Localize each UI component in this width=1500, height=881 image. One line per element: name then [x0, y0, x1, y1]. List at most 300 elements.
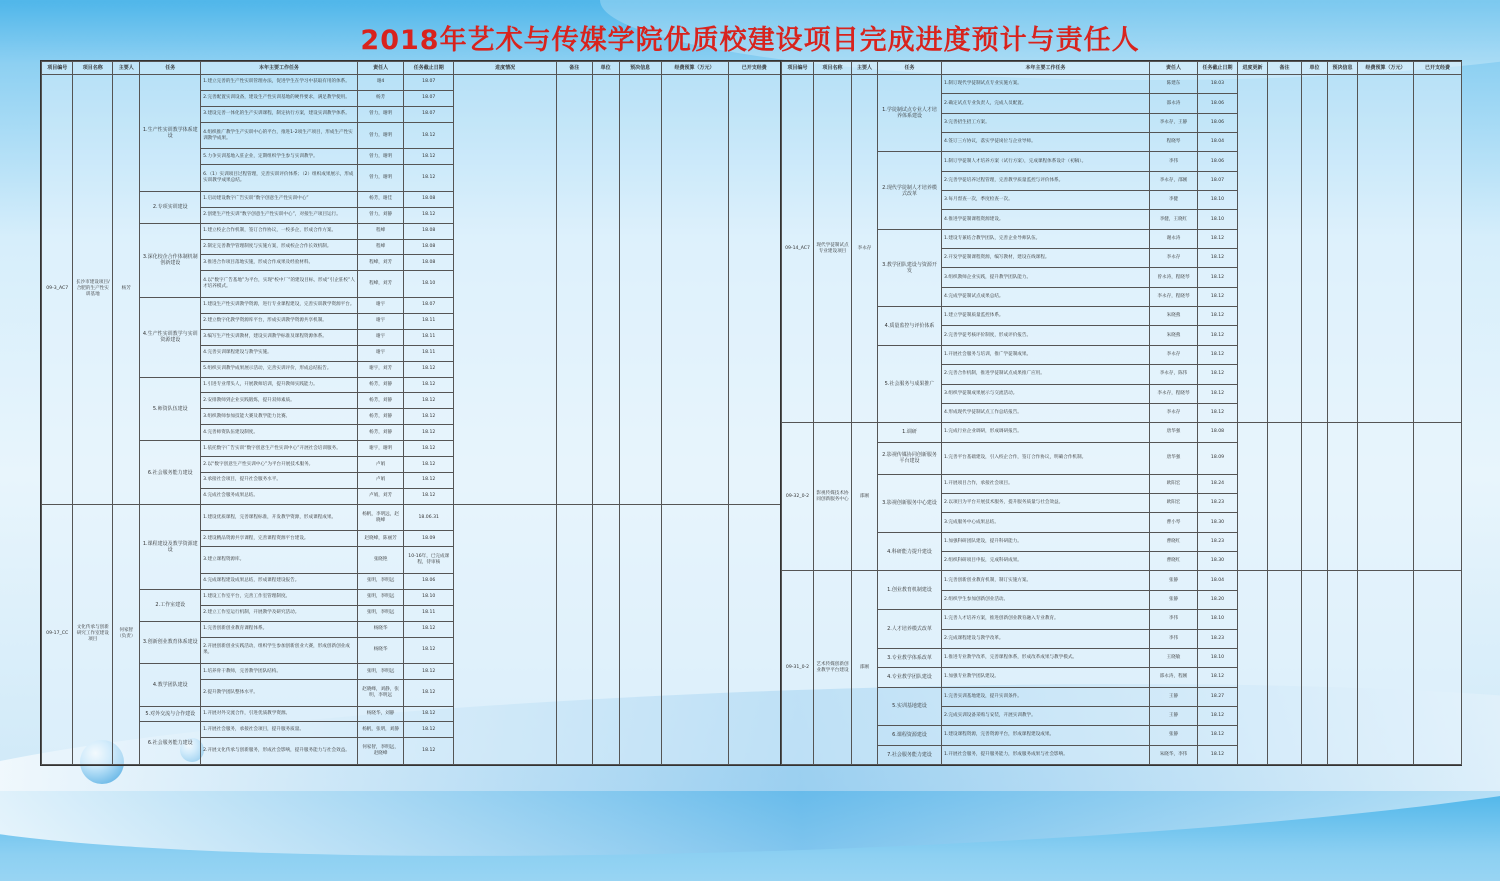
- task-owner: 张明，李明远: [358, 589, 404, 605]
- task-description: 1.建设生产性实训教学资源，进行专业课程建设，完善实训教学资源平台。: [201, 297, 358, 313]
- task-deadline: 18.12: [1198, 668, 1238, 687]
- task-owner: 卢娟: [358, 473, 404, 489]
- remarks-cell: [1268, 75, 1302, 423]
- task-deadline: 18.09: [404, 531, 454, 547]
- task-deadline: 18.10: [1198, 610, 1238, 629]
- project-code: 09-3_AC7: [42, 75, 73, 505]
- task-description: 1.建立校企合作机制，签订合作协议，一校多企，形成合作方案。: [201, 223, 358, 239]
- column-header: 本年主要工作任务: [942, 62, 1150, 75]
- task-description: 1.完善实训基地建设，提升实训条件。: [942, 687, 1150, 706]
- task-deadline: 18.11: [404, 329, 454, 345]
- task-description: 4.完善师资队伍建设制度。: [201, 425, 358, 441]
- budget-cell: [661, 504, 728, 764]
- task-deadline: 18.12: [404, 122, 454, 149]
- budget-info-cell: [1328, 75, 1358, 423]
- column-header: 经费预算（万元）: [1358, 62, 1414, 75]
- task-deadline: 18.11: [404, 345, 454, 361]
- budget-info-cell: [619, 504, 661, 764]
- column-header: 任务: [140, 62, 201, 75]
- task-deadline: 18.12: [1198, 745, 1238, 764]
- subtask-name: 1.生产性实训教学体系建设: [140, 75, 201, 192]
- task-deadline: 18.12: [404, 165, 454, 192]
- task-owner: 朱晓燕: [1150, 326, 1198, 345]
- task-description: 6.（1）实训项目过程管理，完善实训评价体系；（2）组织成果展示，形成实训教学成果总结。: [201, 165, 358, 192]
- task-deadline: 18.12: [404, 149, 454, 165]
- task-description: 2.完善学徒培养过程管理，完善教学质量监控与评价体系。: [942, 171, 1150, 190]
- task-description: 1.建设工作室平台，完善工作室管理制度。: [201, 589, 358, 605]
- task-owner: 程峰，刘芳: [358, 271, 404, 298]
- budget-info-cell: [1328, 423, 1358, 571]
- task-description: 2.制定完善教学管理制度与实施方案，形成校企合作长效机制。: [201, 239, 358, 255]
- task-description: 1.建立学徒制质量监控体系。: [942, 307, 1150, 326]
- task-deadline: 18.07: [1198, 171, 1238, 190]
- task-description: 3.推进合作项目落地实施，形成合作成果及经验材料。: [201, 255, 358, 271]
- task-deadline: 18.10: [1198, 210, 1238, 229]
- task-deadline: 18.12: [404, 738, 454, 765]
- task-deadline: 18.12: [404, 409, 454, 425]
- task-owner: 杨晓华: [358, 637, 404, 664]
- task-deadline: 18.10: [404, 589, 454, 605]
- task-description: 1.完善平台基础建设，引入校企合作，签订合作协议，明确合作机制。: [942, 442, 1150, 474]
- unit-cell: [1302, 571, 1328, 765]
- column-header: 项目编号: [42, 62, 73, 75]
- task-description: 4.完成学徒制试点成果总结。: [942, 287, 1150, 306]
- task-deadline: 18.12: [1198, 229, 1238, 248]
- task-owner: 程峰: [358, 239, 404, 255]
- task-owner: 杨帆，李明远，赵晓峰: [358, 504, 404, 531]
- task-deadline: 18.23: [1198, 494, 1238, 513]
- task-deadline: 18.04: [1198, 571, 1238, 590]
- project-code: 09-31_0-2: [782, 571, 814, 765]
- column-header: 责任人: [358, 62, 404, 75]
- subtask-name: 4.质量监控与评价体系: [878, 307, 942, 346]
- budget-info-cell: [1328, 571, 1358, 765]
- task-owner: 谢宇，刘芳: [358, 361, 404, 377]
- task-owner: 王静: [1150, 687, 1198, 706]
- budget-cell: [1358, 423, 1414, 571]
- task-owner: 卢娟: [358, 457, 404, 473]
- progress-cell: [1238, 571, 1268, 765]
- task-description: 1.依托数字广告实训“数字创意生产性实训中心”开展社会培训服务。: [201, 441, 358, 457]
- task-deadline: 18.12: [1198, 726, 1238, 745]
- task-description: 3.建立课程资源库。: [201, 547, 358, 574]
- progress-cell: [1238, 423, 1268, 571]
- task-owner: 曹小琴: [1150, 513, 1198, 532]
- task-description: 2.提升教学团队整体水平。: [201, 680, 358, 707]
- task-owner: 杨晓华: [358, 621, 404, 637]
- task-description: 1.开展社会服务与培训，推广学徒制成果。: [942, 345, 1150, 364]
- task-description: 1.开展项目合作，承接社会项目。: [942, 474, 1150, 493]
- task-owner: 曹晓红: [1150, 532, 1198, 551]
- task-description: 4.组织推广教学生产实训中心的平台，推进1-2项生产项目，形成生产性实训教学成果。: [201, 122, 358, 149]
- spent-cell: [1414, 423, 1462, 571]
- project-code: 09-32_0-2: [782, 423, 814, 571]
- subtask-name: 1.调研: [878, 423, 942, 442]
- task-owner: 杨芳，刘静: [358, 425, 404, 441]
- task-owner: 曾永涛，程晓琴: [1150, 268, 1198, 287]
- task-description: 1.完成行业企业调研，形成调研报告。: [942, 423, 1150, 442]
- task-deadline: 18.24: [1198, 474, 1238, 493]
- table-row: [42, 75, 781, 91]
- task-owner: 赵晓峰，刘静，张明，李明远: [358, 680, 404, 707]
- task-owner: 谢宇，谢明: [358, 441, 404, 457]
- column-header: 单位: [1302, 62, 1328, 75]
- subtask-name: 6.社会服务能力建设: [140, 441, 201, 505]
- task-description: 2.以项目为平台开展技术服务，提升服务质量与社会效益。: [942, 494, 1150, 513]
- task-owner: 杨芳，刘静: [358, 377, 404, 393]
- column-header: 进度更新: [1238, 62, 1268, 75]
- subtask-name: 1.创业教育机制建设: [878, 571, 942, 610]
- task-description: 1.完善创新创业教育机制，制订实施方案。: [942, 571, 1150, 590]
- task-deadline: 18.10: [1198, 648, 1238, 667]
- right-progress-table: [781, 61, 1462, 765]
- subtask-name: 3.深化校企合作体制机制创新建设: [140, 223, 201, 297]
- task-description: 1.建设优质课程，完善课程标准，开发教学资源，形成课程成果。: [201, 504, 358, 531]
- spent-cell: [1414, 571, 1462, 765]
- task-deadline: 18.12: [404, 706, 454, 722]
- task-owner: 李伟: [1150, 152, 1198, 171]
- left-table-container: [40, 60, 782, 766]
- project-name: 影视传媒技术协同创新服务中心: [814, 423, 852, 571]
- subtask-name: 2.专项实训建设: [140, 191, 201, 223]
- task-description: 3.承接社会项目，提升社会服务水平。: [201, 473, 358, 489]
- task-description: 3.完善招生招工方案。: [942, 113, 1150, 132]
- budget-cell: [661, 75, 728, 505]
- task-owner: 李永存: [1150, 345, 1198, 364]
- task-deadline: 18.09: [1198, 442, 1238, 474]
- task-owner: 李伟: [1150, 610, 1198, 629]
- right-table-container: [780, 60, 1462, 766]
- remarks-cell: [1268, 423, 1302, 571]
- task-owner: 谢宇: [358, 313, 404, 329]
- task-deadline: 18.06: [404, 573, 454, 589]
- task-deadline: 18.12: [1198, 307, 1238, 326]
- task-description: 4.推进学徒制课程资源建设。: [942, 210, 1150, 229]
- column-header: 任务截止日期: [1198, 62, 1238, 75]
- task-deadline: 18.07: [404, 75, 454, 91]
- task-deadline: 18.10: [1198, 191, 1238, 210]
- task-deadline: 18.12: [404, 680, 454, 707]
- column-header: 预决信息: [619, 62, 661, 75]
- task-deadline: 18.12: [404, 393, 454, 409]
- subtask-name: 4.教学团队建设: [140, 664, 201, 706]
- column-header: 项目编号: [782, 62, 814, 75]
- task-owner: 杨芳，刘静: [358, 409, 404, 425]
- task-owner: 杨芳，刘静: [358, 393, 404, 409]
- project-name: 文化传承与创新研究工作室建设项目: [73, 504, 113, 764]
- subtask-name: 2.工作室建设: [140, 589, 201, 621]
- subtask-name: 3.教学团队建设与资源开发: [878, 229, 942, 306]
- task-description: 1.建立完善的生产性实训管理办法，促进学生在学习中获取有用的体系。: [201, 75, 358, 91]
- task-deadline: 18.08: [404, 255, 454, 271]
- task-deadline: 18.07: [404, 297, 454, 313]
- task-owner: 谢宇: [358, 297, 404, 313]
- task-owner: 邵永涛，程刚: [1150, 668, 1198, 687]
- task-deadline: 18.12: [404, 377, 454, 393]
- task-description: 2.组织科研项目申报，完成科研成果。: [942, 552, 1150, 571]
- task-deadline: 18.07: [404, 90, 454, 106]
- task-description: 2.完善合作机制，推进学徒制试点成果推广应用。: [942, 365, 1150, 384]
- task-owner: 杨芳，谢佳: [358, 191, 404, 207]
- task-deadline: 18.12: [1198, 268, 1238, 287]
- task-description: 4.以“数字广告基地”为平台，实现“校中厂”的建设目标，形成“引企驻校”人才培养模式。: [201, 271, 358, 298]
- task-deadline: 18.12: [1198, 403, 1238, 422]
- progress-cell: [454, 75, 557, 505]
- task-description: 2.开展文化传承与创新服务，形成社会影响，提升服务能力与社会效益。: [201, 738, 358, 765]
- subtask-name: 2.人才培养模式改革: [878, 610, 942, 649]
- task-deadline: 18.12: [404, 621, 454, 637]
- column-header: 本年主要工作任务: [201, 62, 358, 75]
- task-owner: 谢4: [358, 75, 404, 91]
- task-owner: 杨芳: [358, 90, 404, 106]
- task-description: 3.组织教师参加技能大赛及教学能力比赛。: [201, 409, 358, 425]
- task-description: 2.创建生产性实训“数字创意生产性实训中心”，对接生产项目运行。: [201, 207, 358, 223]
- task-deadline: 18.12: [1198, 287, 1238, 306]
- task-description: 3.组织学徒制成果展示与交流活动。: [942, 384, 1150, 403]
- task-description: 4.完善实训课程建设与教学实施。: [201, 345, 358, 361]
- project-lead: 李永存: [852, 75, 878, 423]
- subtask-name: 7.社会服务能力建设: [878, 745, 942, 764]
- task-owner: 李永存，王静: [1150, 113, 1198, 132]
- remarks-cell: [1268, 571, 1302, 765]
- left-progress-table: [41, 61, 781, 765]
- task-owner: 赵晓峰，陈丽芳: [358, 531, 404, 547]
- task-description: 1.引进专业带头人，开展教师培训，提升教师实践能力。: [201, 377, 358, 393]
- subtask-name: 3.创新创业教育体系建设: [140, 621, 201, 663]
- task-deadline: 18.12: [404, 207, 454, 223]
- task-description: 4.签订三方协议，落实学徒岗位与企业导师。: [942, 133, 1150, 152]
- task-owner: 李健: [1150, 191, 1198, 210]
- table-row: [782, 423, 1462, 442]
- task-owner: 陈建东: [1150, 75, 1198, 94]
- task-deadline: 18.30: [1198, 513, 1238, 532]
- task-owner: 谢永涛: [1150, 229, 1198, 248]
- task-owner: 李永存，程晓琴: [1150, 287, 1198, 306]
- subtask-name: 2.现代学徒制人才培养模式改革: [878, 152, 942, 229]
- task-owner: 李永存，邵刚: [1150, 171, 1198, 190]
- task-description: 3.组织教师企业实践，提升教学团队能力。: [942, 268, 1150, 287]
- task-deadline: 18.20: [1198, 590, 1238, 609]
- task-owner: 程峰: [358, 223, 404, 239]
- task-owner: 曾力，谢明: [358, 149, 404, 165]
- project-name: 艺术传媒创新创业教学平台建设: [814, 571, 852, 765]
- spent-cell: [728, 504, 780, 764]
- column-header: 进度情况: [454, 62, 557, 75]
- task-owner: 曹晓红: [1150, 552, 1198, 571]
- project-name: 长沙市建设项目/合肥的生产性实训基地: [73, 75, 113, 505]
- task-description: 3.建设完善一体化的生产实训课程，制定执行方案，建设实训教学体系。: [201, 106, 358, 122]
- task-description: 2.完成课程建设与教学改革。: [942, 629, 1150, 648]
- task-deadline: 18.04: [1198, 133, 1238, 152]
- project-name: 现代学徒制试点专业建设项目: [814, 75, 852, 423]
- task-owner: 曾力，谢明: [358, 122, 404, 149]
- project-code: 09-17_CC: [42, 504, 73, 764]
- task-owner: 程峰，刘芳: [358, 255, 404, 271]
- task-description: 1.开展社会服务，承接社会项目，提升服务质量。: [201, 722, 358, 738]
- task-deadline: 18.12: [1198, 706, 1238, 725]
- task-deadline: 18.23: [1198, 629, 1238, 648]
- spent-cell: [1414, 75, 1462, 423]
- task-deadline: 18.12: [404, 361, 454, 377]
- task-description: 5.力争实训基地入驻企业，定期组织学生参与实训教学。: [201, 149, 358, 165]
- task-owner: 张明，李明远: [358, 573, 404, 589]
- task-owner: 唐华强: [1150, 423, 1198, 442]
- task-deadline: 18.12: [404, 637, 454, 664]
- task-deadline: 18.08: [404, 239, 454, 255]
- budget-info-cell: [619, 75, 661, 505]
- subtask-name: 5.师资队伍建设: [140, 377, 201, 441]
- task-owner: 张静: [1150, 726, 1198, 745]
- task-owner: 程晓琴: [1150, 133, 1198, 152]
- subtask-name: 5.社会服务与成果推广: [878, 345, 942, 422]
- task-deadline: 18.03: [1198, 75, 1238, 94]
- task-description: 2.开展创新创业实践活动，组织学生参加创新创业大赛，形成创新创业成果。: [201, 637, 358, 664]
- remarks-cell: [556, 504, 592, 764]
- table-row: [782, 571, 1462, 590]
- subtask-name: 4.专业教学团队建设: [878, 668, 942, 687]
- task-deadline: 18.12: [1198, 345, 1238, 364]
- budget-cell: [1358, 571, 1414, 765]
- column-header: 任务截止日期: [404, 62, 454, 75]
- task-deadline: 18.12: [404, 457, 454, 473]
- subtask-name: 6.课程资源建设: [878, 726, 942, 745]
- task-deadline: 18.23: [1198, 532, 1238, 551]
- task-description: 3.每月督查一次，季度检查一次。: [942, 191, 1150, 210]
- task-owner: 杨帆，张明，刘静: [358, 722, 404, 738]
- task-deadline: 18.11: [404, 313, 454, 329]
- subtask-name: 5.实训基地建设: [878, 687, 942, 726]
- budget-cell: [1358, 75, 1414, 423]
- task-description: 2.建设精品资源共享课程，完善课程资源平台建设。: [201, 531, 358, 547]
- subtask-name: 3.专业教学体系改革: [878, 648, 942, 667]
- column-header: 经费预算（万元）: [661, 62, 728, 75]
- task-description: 4.完成课程建设成果总结，形成课程建设报告。: [201, 573, 358, 589]
- task-deadline: 18.06: [1198, 152, 1238, 171]
- task-description: 1.完善人才培养方案，推进创新创业教育融入专业教育。: [942, 610, 1150, 629]
- column-header: 责任人: [1150, 62, 1198, 75]
- project-lead: 邵刚: [852, 571, 878, 765]
- subtask-name: 4.科研能力提升建设: [878, 532, 942, 571]
- task-description: 5.组织实训教学成果展示活动，完善实训评价，形成总结报告。: [201, 361, 358, 377]
- unit-cell: [1302, 423, 1328, 571]
- task-owner: 张静: [1150, 571, 1198, 590]
- task-deadline: 18.06.31: [404, 504, 454, 531]
- task-description: 1.开展对外交流合作，引进优质教学资源。: [201, 706, 358, 722]
- column-header: 主要人: [113, 62, 140, 75]
- remarks-cell: [556, 75, 592, 505]
- column-header: 项目名称: [814, 62, 852, 75]
- task-description: 1.培养骨干教师，完善教学团队结构。: [201, 664, 358, 680]
- page-title: 2018年艺术与传媒学院优质校建设项目完成进度预计与责任人: [360, 25, 1140, 56]
- task-owner: 朱晓华，李伟: [1150, 745, 1198, 764]
- subtask-name: 2.影视传媒协同创新服务平台建设: [878, 442, 942, 474]
- task-owner: 谢宇: [358, 345, 404, 361]
- task-description: 1.建设课程资源，完善资源平台，形成课程建设成果。: [942, 726, 1150, 745]
- task-description: 4.形成现代学徒制试点工作总结报告。: [942, 403, 1150, 422]
- task-owner: 张明，李明远: [358, 605, 404, 621]
- task-deadline: 18.30: [1198, 552, 1238, 571]
- task-owner: 张静: [1150, 590, 1198, 609]
- unit-cell: [592, 75, 619, 505]
- unit-cell: [1302, 75, 1328, 423]
- task-owner: 李永存，陈伟: [1150, 365, 1198, 384]
- task-owner: 朱晓燕: [1150, 307, 1198, 326]
- task-owner: 卢娟，刘芳: [358, 488, 404, 504]
- unit-cell: [592, 504, 619, 764]
- task-deadline: 18.12: [404, 473, 454, 489]
- spent-cell: [728, 75, 780, 505]
- subtask-name: 1.课程建设及教学资源建设: [140, 504, 201, 589]
- task-deadline: 18.12: [1198, 384, 1238, 403]
- task-owner: 谢宇: [358, 329, 404, 345]
- task-description: 1.完善创新创业教育课程体系。: [201, 621, 358, 637]
- subtask-name: 1.学徒制试点专业人才培养体系建设: [878, 75, 942, 152]
- column-header: 备注: [1268, 62, 1302, 75]
- task-deadline: 18.08: [404, 223, 454, 239]
- task-deadline: 18.08: [1198, 423, 1238, 442]
- task-description: 1.制订现代学徒制试点专业实施方案。: [942, 75, 1150, 94]
- task-owner: 李永存: [1150, 249, 1198, 268]
- task-description: 2.确定试点专业负责人，完成人员配置。: [942, 94, 1150, 113]
- project-lead: 何家智（负责）: [113, 504, 140, 764]
- task-description: 3.编写生产性实训教材，建设实训教学标准及课程资源体系。: [201, 329, 358, 345]
- task-description: 2.完成实训设备采购与安装，开展实训教学。: [942, 706, 1150, 725]
- task-owner: 王晓敏: [1150, 648, 1198, 667]
- task-deadline: 18.27: [1198, 687, 1238, 706]
- task-deadline: 18.12: [1198, 365, 1238, 384]
- task-description: 1.制订学徒制人才培养方案（试行方案），完成课程体系设计（初稿）。: [942, 152, 1150, 171]
- progress-cell: [1238, 75, 1268, 423]
- project-lead: 邵刚: [852, 423, 878, 571]
- task-deadline: 18.12: [404, 664, 454, 680]
- task-owner: 曾力，谢明: [358, 165, 404, 192]
- column-header: 已开支经费: [1414, 62, 1462, 75]
- task-owner: 欧阳宏: [1150, 474, 1198, 493]
- task-deadline: 18.12: [404, 441, 454, 457]
- task-description: 4.完成社会服务成果总结。: [201, 488, 358, 504]
- project-lead: 杨芳: [113, 75, 140, 505]
- task-description: 1.启动建设数字广告实训“数字创意生产性实训中心”: [201, 191, 358, 207]
- task-deadline: 18.12: [404, 425, 454, 441]
- task-owner: 李永存: [1150, 403, 1198, 422]
- column-header: 备注: [556, 62, 592, 75]
- task-description: 1.开展社会服务，提升服务能力，形成服务成果与社会影响。: [942, 745, 1150, 764]
- task-deadline: 18.12: [404, 722, 454, 738]
- task-description: 3.完成服务中心成果总结。: [942, 513, 1150, 532]
- task-description: 1.加强科研团队建设，提升科研能力。: [942, 532, 1150, 551]
- table-row: [782, 75, 1462, 94]
- subtask-name: 4.生产性实训教学与实训资源建设: [140, 297, 201, 377]
- task-deadline: 18.11: [404, 605, 454, 621]
- task-description: 2.建立工作室运行机制，开展教学及研究活动。: [201, 605, 358, 621]
- column-header: 已开支经费: [728, 62, 780, 75]
- task-owner: 李永存，程晓琴: [1150, 384, 1198, 403]
- task-deadline: 18.12: [1198, 249, 1238, 268]
- task-description: 2.开发学徒制课程资源，编写教材，建设在线课程。: [942, 249, 1150, 268]
- task-owner: 张明，李明远: [358, 664, 404, 680]
- task-owner: 唐华强: [1150, 442, 1198, 474]
- task-owner: 何家智，李明远，赵晓峰: [358, 738, 404, 765]
- task-description: 2.建立数字化教学资源库平台，形成实训教学资源共享机制。: [201, 313, 358, 329]
- project-code: 09-14_AC7: [782, 75, 814, 423]
- task-deadline: 18.07: [404, 106, 454, 122]
- task-owner: 王静: [1150, 706, 1198, 725]
- task-description: 2.组织学生参加创新创业活动。: [942, 590, 1150, 609]
- subtask-name: 6.社会服务能力建设: [140, 722, 201, 765]
- task-owner: 李健，王晓红: [1150, 210, 1198, 229]
- task-description: 1.建设专兼结合教学团队，完善企业导师队伍。: [942, 229, 1150, 248]
- task-owner: 曾力，刘静: [358, 207, 404, 223]
